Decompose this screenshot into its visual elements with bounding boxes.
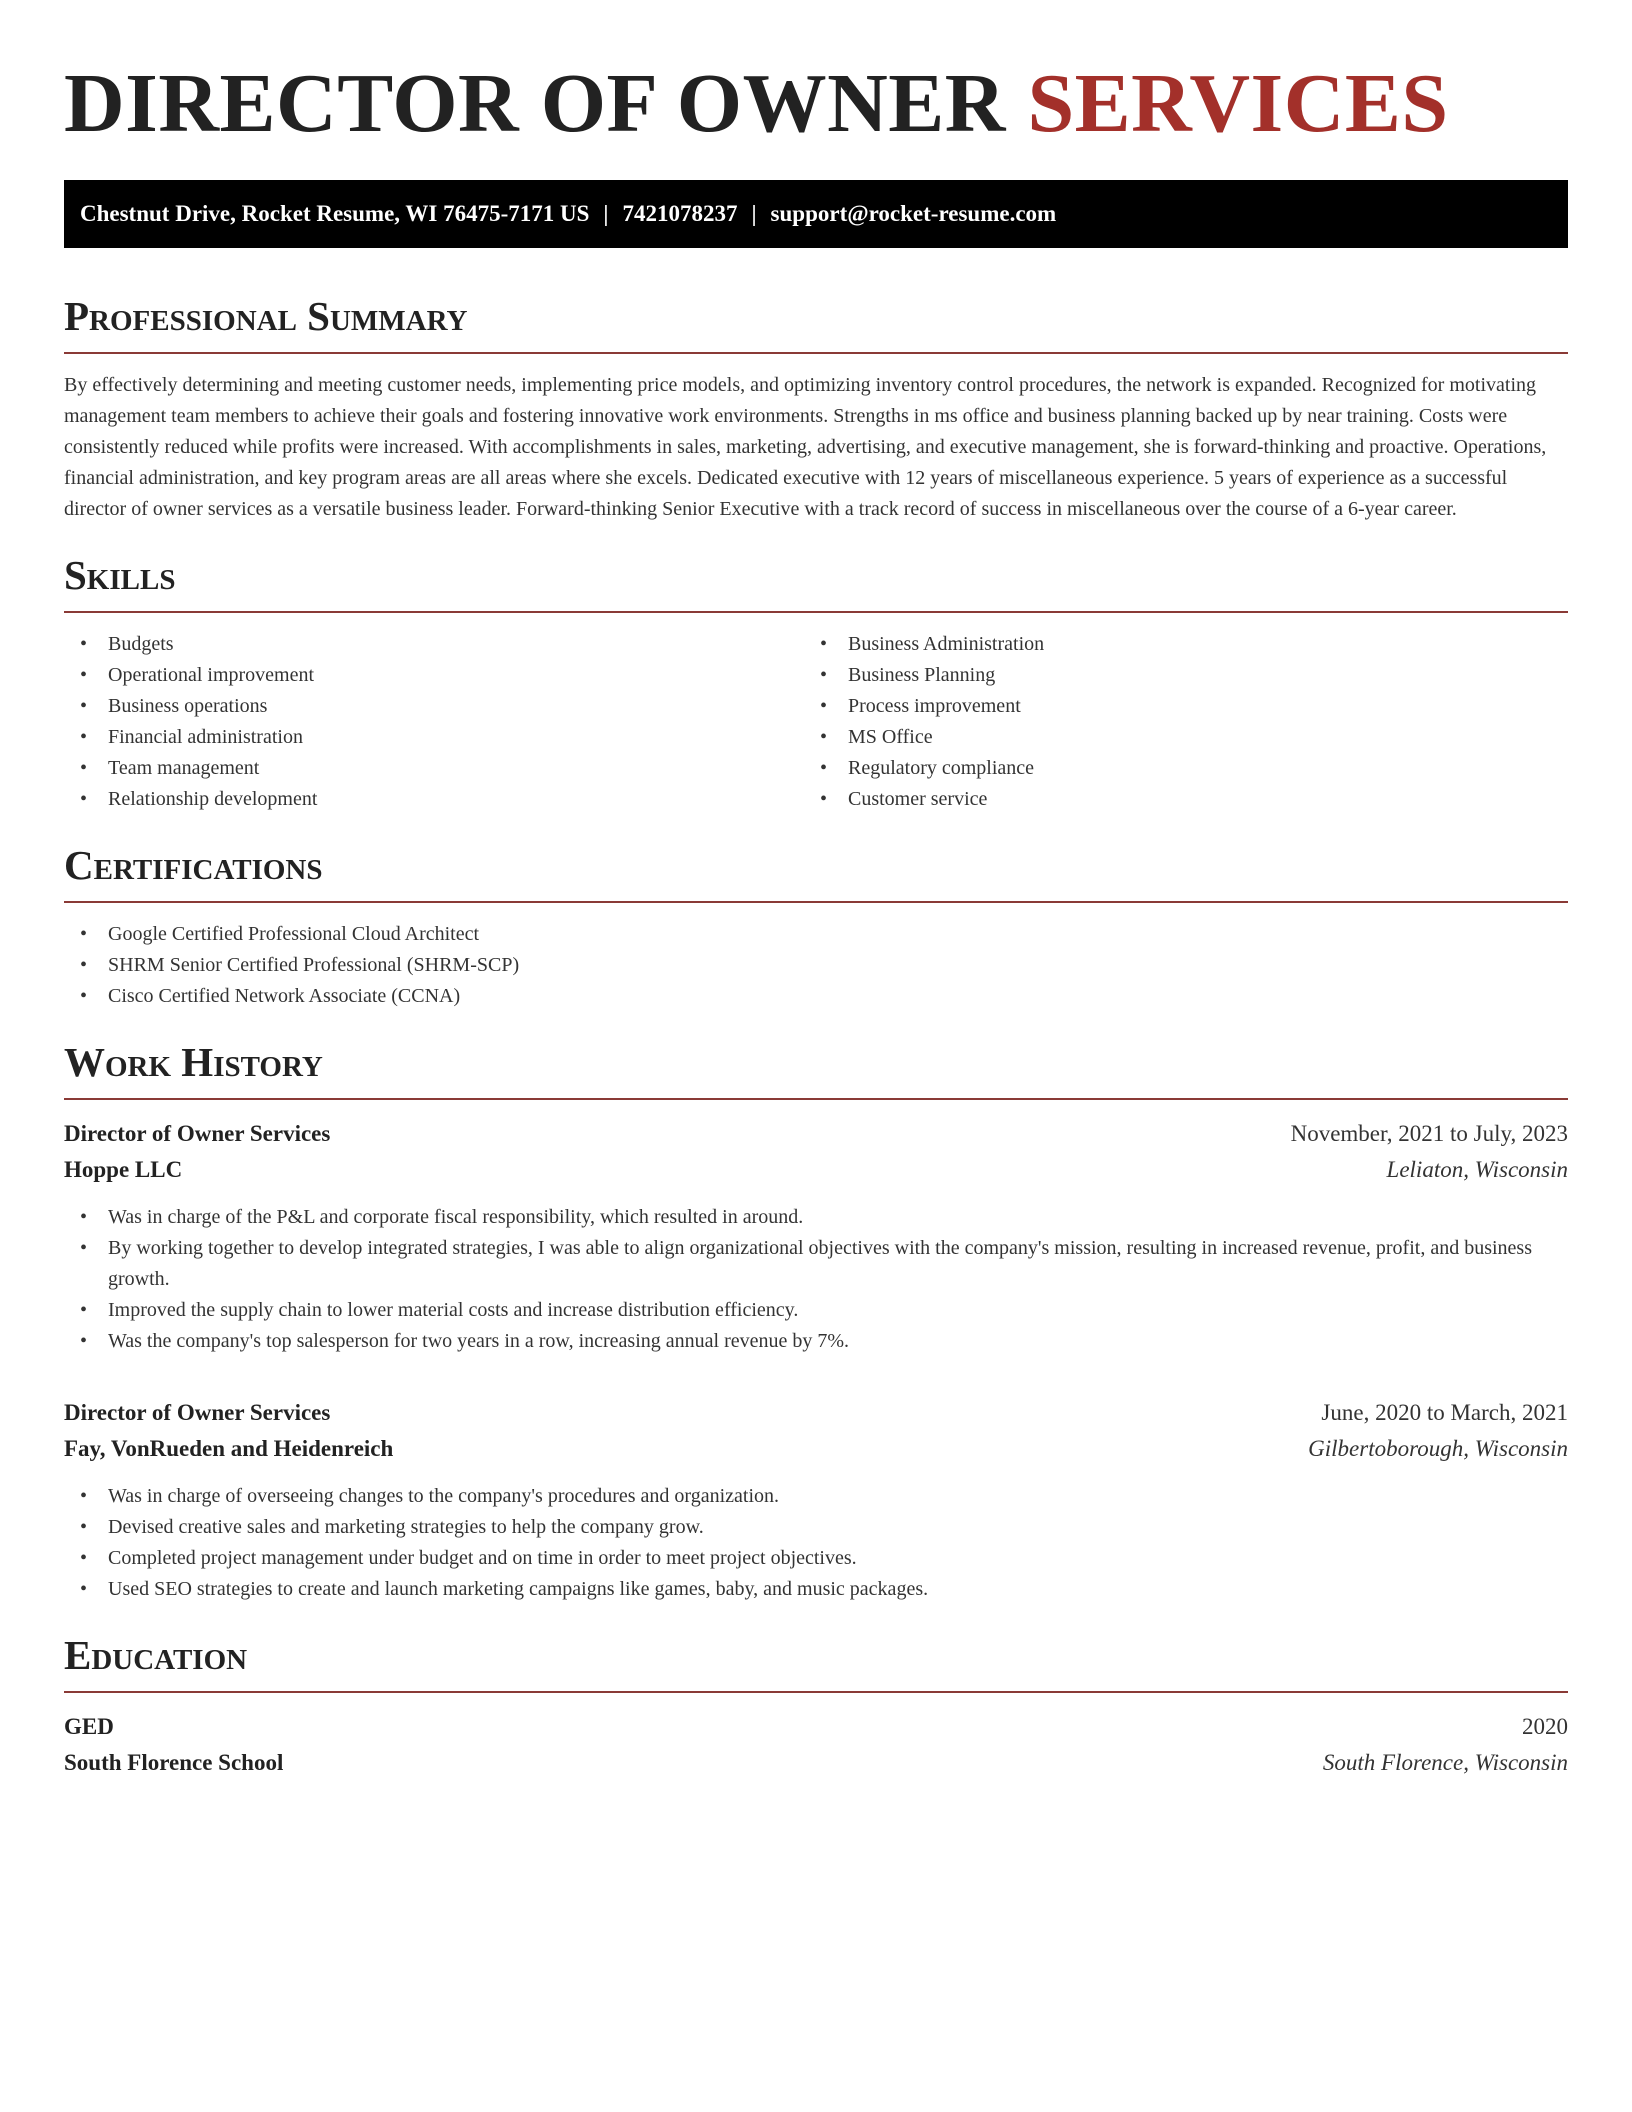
education-location: South Florence, Wisconsin	[1322, 1750, 1568, 1775]
job-bullet: • Was the company's top salesperson for two years in a row, increasing annual revenue by 7%.	[64, 1326, 1568, 1357]
job-location: Gilbertoborough, Wisconsin	[1308, 1436, 1568, 1461]
job-location: Leliaton, Wisconsin	[1386, 1157, 1568, 1182]
skill-item: • Customer service	[804, 784, 1544, 815]
contact-address: Chestnut Drive, Rocket Resume, WI 76475-7171 US	[80, 201, 590, 226]
summary-text: By effectively determining and meeting customer needs, implementing price models, and optimizing inventory control procedures, the network is expanded. Recognized for motivating management team members to achieve their goals and fostering innovative work environments. Strengths in ms office and business planning backed up by near training. Costs were consistently reduced while profits were increased. With accomplishments in sales, marketing, advertising, and executive management, she is forward-thinking and proactive. Operations, financial administration, and key program areas are all areas where she excels. Dedicated executive with 12 years of miscellaneous experience. 5 years of experience as a successful director of owner services as a versatile business leader. Forward-thinking Senior Executive with a track record of success in miscellaneous over the course of a 6-year career.	[64, 374, 1547, 520]
job-bullets	[64, 1202, 1568, 1357]
education-degree-row	[64, 1709, 1568, 1745]
education-school-row	[64, 1745, 1568, 1781]
title-accent: SERVICES	[1027, 57, 1449, 150]
job-company: Fay, VonRueden and Heidenreich	[64, 1436, 394, 1461]
job-title: Director of Owner Services	[64, 1121, 331, 1146]
education-year: 2020	[1522, 1714, 1568, 1739]
job-bullet: • Improved the supply chain to lower material costs and increase distribution efficiency.	[64, 1295, 1568, 1326]
work-history-heading: Work History	[64, 1038, 1568, 1100]
job-bullet: • Devised creative sales and marketing strategies to help the company grow.	[64, 1512, 1568, 1543]
skill-item: • Business operations	[64, 691, 804, 722]
contact-bar	[64, 180, 1568, 248]
certifications-heading: Certifications	[64, 841, 1568, 903]
contact-phone: 7421078237	[622, 201, 738, 226]
summary-heading: Professional Summary	[64, 292, 1568, 354]
job-company-row	[64, 1152, 1568, 1188]
job-bullet: • Used SEO strategies to create and launch marketing campaigns like games, baby, and music packages.	[64, 1574, 1568, 1605]
job-entry	[64, 1395, 1568, 1605]
job-bullets	[64, 1481, 1568, 1605]
certification-item: • SHRM Senior Certified Professional (SHRM-SCP)	[64, 950, 1568, 981]
contact-separator: |	[751, 201, 757, 226]
job-bullet: • Was in charge of overseeing changes to the company's procedures and organization.	[64, 1481, 1568, 1512]
skills-list-left	[64, 629, 804, 815]
contact-separator: |	[603, 201, 609, 226]
skill-item: • MS Office	[804, 722, 1544, 753]
education-school: South Florence School	[64, 1750, 284, 1775]
job-company: Hoppe LLC	[64, 1157, 183, 1182]
job-bullet: • Was in charge of the P&L and corporate fiscal responsibility, which resulted in around.	[64, 1202, 1568, 1233]
job-dates: November, 2021 to July, 2023	[1290, 1121, 1568, 1146]
job-company-row	[64, 1431, 1568, 1467]
certification-item: • Cisco Certified Network Associate (CCNA)	[64, 981, 1568, 1012]
skills-grid	[64, 629, 1568, 815]
skill-item: • Regulatory compliance	[804, 753, 1544, 784]
skills-heading: Skills	[64, 551, 1568, 613]
resume-title	[64, 56, 1568, 152]
job-dates: June, 2020 to March, 2021	[1321, 1400, 1568, 1425]
job-header-row	[64, 1116, 1568, 1152]
skill-item: • Business Planning	[804, 660, 1544, 691]
skill-item: • Financial administration	[64, 722, 804, 753]
job-title: Director of Owner Services	[64, 1400, 331, 1425]
skill-item: • Budgets	[64, 629, 804, 660]
skill-item: • Business Administration	[804, 629, 1544, 660]
certifications-list	[64, 919, 1568, 1012]
education-degree: GED	[64, 1714, 114, 1739]
resume-page	[64, 0, 1568, 1781]
job-header-row	[64, 1395, 1568, 1431]
skill-item: • Relationship development	[64, 784, 804, 815]
education-heading: Education	[64, 1631, 1568, 1693]
education-entry	[64, 1709, 1568, 1781]
job-bullet: • By working together to develop integrated strategies, I was able to align organizational objectives with the company's mission, resulting in increased revenue, profit, and business growth.	[64, 1233, 1568, 1295]
contact-email: support@rocket-resume.com	[770, 201, 1057, 226]
certification-item: • Google Certified Professional Cloud Architect	[64, 919, 1568, 950]
title-main: DIRECTOR OF OWNER	[64, 57, 1006, 150]
skill-item: • Operational improvement	[64, 660, 804, 691]
skills-list-right	[804, 629, 1544, 815]
job-bullet: • Completed project management under budget and on time in order to meet project objectives.	[64, 1543, 1568, 1574]
skill-item: • Process improvement	[804, 691, 1544, 722]
job-entry	[64, 1116, 1568, 1357]
skill-item: • Team management	[64, 753, 804, 784]
